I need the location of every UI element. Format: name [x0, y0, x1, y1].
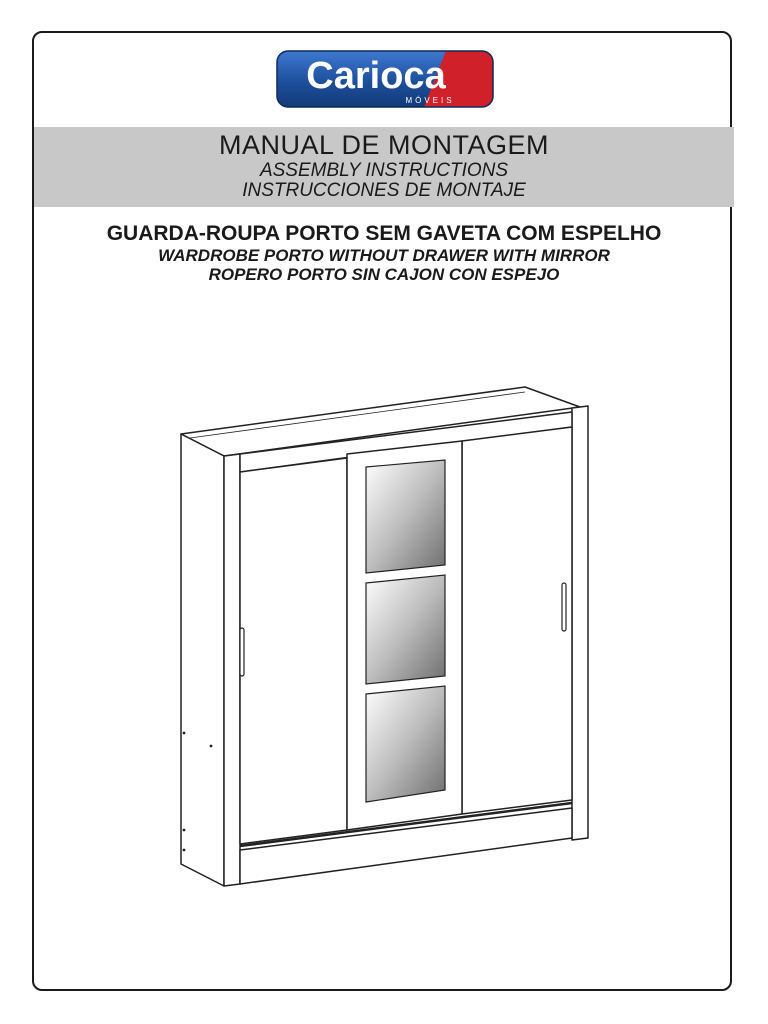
logo-wordmark: Carioca — [306, 55, 446, 97]
title-portuguese: MANUAL DE MONTAGEM — [218, 130, 550, 160]
product-name-english: WARDROBE PORTO WITHOUT DRAWER WITH MIRROR — [158, 246, 610, 265]
wardrobe-illustration — [176, 382, 596, 892]
product-name-spanish: ROPERO PORTO SIN CAJON CON ESPEJO — [208, 265, 560, 284]
product-name-portuguese: GUARDA-ROUPA PORTO SEM GAVETA COM ESPELHO — [106, 222, 662, 245]
carioca-logo — [276, 50, 494, 108]
title-english: ASSEMBLY INSTRUCTIONS — [259, 160, 509, 181]
logo-subtext: MÓVEIS — [405, 96, 455, 105]
title-spanish: INSTRUCCIONES DE MONTAJE — [242, 180, 526, 201]
